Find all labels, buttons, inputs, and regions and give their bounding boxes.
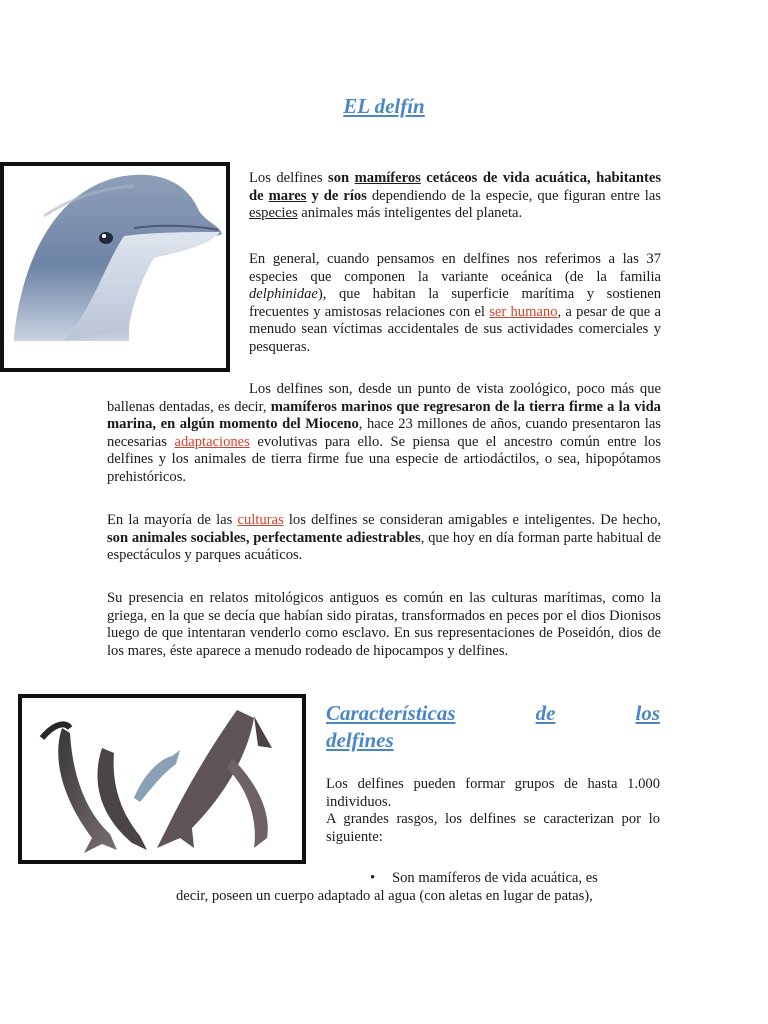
section-heading-caracteristicas: Características de los delfines <box>326 701 660 752</box>
paragraph-mythology: Su presencia en relatos mitológicos antiguos es común en las culturas marítimas, como la griega, en la que se decía que habían sido piratas, transformados en peces por el dios Dionisos luego de que intentaran venderlo como esclavo. En sus representaciones de Poseidón, dios de los mares, éste aparece a menudo rodeado de hipocampos y delfines. <box>107 590 661 659</box>
bullet-dot-icon: • <box>370 870 376 886</box>
link-adaptaciones[interactable]: adaptaciones <box>174 433 250 450</box>
link-culturas[interactable]: culturas <box>237 512 284 528</box>
bullet-item: • Son mamíferos de vida acuática, es <box>370 870 598 886</box>
bullet-item-continuation: decir, poseen un cuerpo adaptado al agua (con aletas en lugar de patas), <box>176 888 593 904</box>
paragraph-intro: Los delfines son mamíferos cetáceos de vida acuática, habitantes de mares y de ríos dependiendo de la especie, que figuran entre las especies animales más inteligentes del planeta. <box>249 170 662 222</box>
paragraph-groups: Los delfines pueden formar grupos de hasta 1.000 individuos. A grandes rasgos, los delfines se caracterizan por lo siguiente: <box>326 776 660 845</box>
paragraph-general: En general, cuando pensamos en delfines nos referimos a las 37 especies que componen la variante oceánica (de la familia delphinidae), que habitan la superficie marítima y sostienen frecuentes y amistosas relaciones con el ser humano, a pesar de que a menudo sean víctimas accidentales de sus actividades comerciales y pesqueras. <box>249 251 662 355</box>
link-ser-humano[interactable]: ser humano <box>489 303 558 320</box>
paragraph-zoology: Los delfines son, desde un punto de vista zoológico, poco más que ballenas dentadas, es decir, mamíferos marinos que regresaron de la tierra firme a la vida marina, en algún momento del Mioceno, hace 23 millones de años, cuando presentaron las necesarias adaptaciones evolutivas para ello. Se piensa que el ancestro común entre los delfines y los animales de tierra firme fue una especie de artiodáctilos, o sea, hipopótamos prehistóricos. <box>107 381 662 485</box>
dolphin-head-image <box>0 162 230 372</box>
page-title: EL delfín <box>343 94 425 118</box>
paragraph-cultures: En la mayoría de las culturas los delfines se consideran amigables e inteligentes. De hecho, son animales sociables, perfectamente adiestrables, que hoy en día forman parte habitual de espectáculos y parques acuáticos. <box>107 512 661 564</box>
dolphins-group-image <box>18 694 306 864</box>
